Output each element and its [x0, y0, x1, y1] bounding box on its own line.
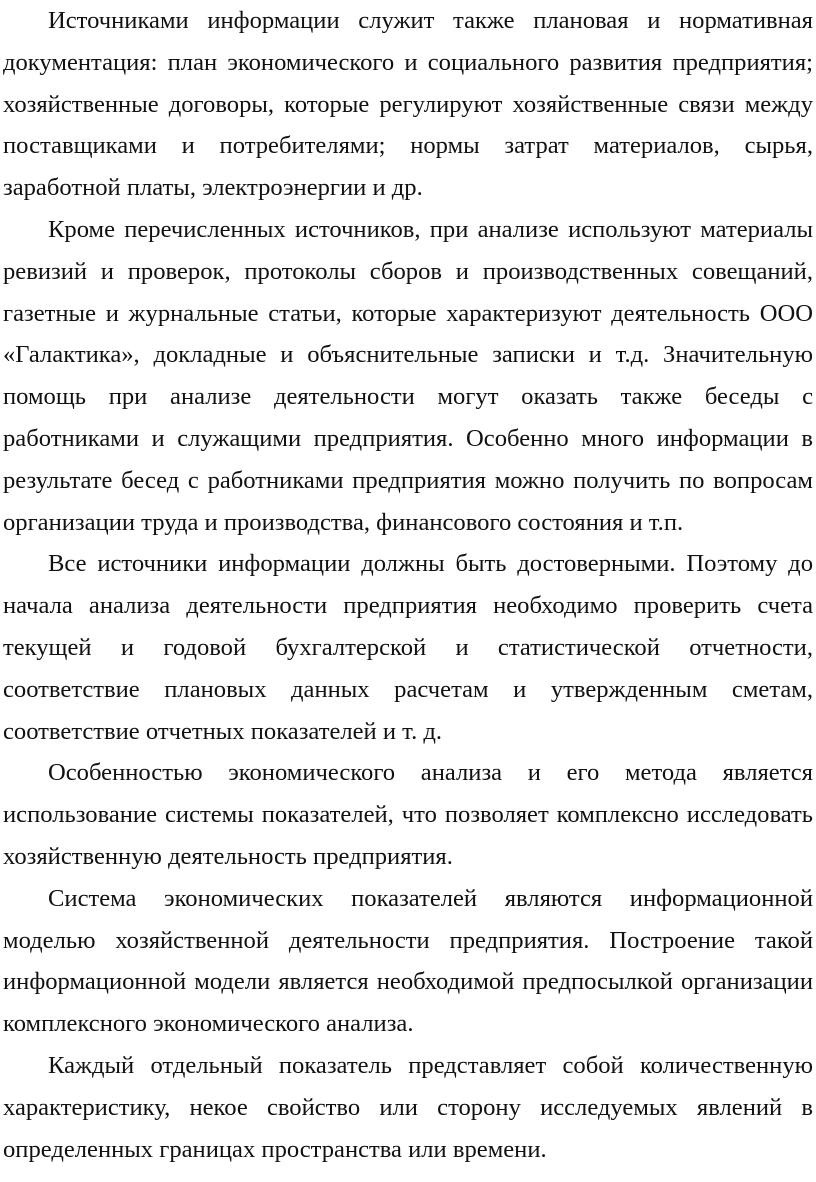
- paragraph-additional-sources: Кроме перечисленных источников, при анализе используют материалы ревизий и проверок, протоколы сборов и производственных совещаний, газетные и журнальные статьи, которые характеризуют деятельность ООО «Галактика», докладные и объяснительные записки и т.д. Значительную помощь при анализе деятельности могут оказать также беседы с работниками и служащими предприятия. Особенно много информации в результате бесед с работниками предприятия можно получить по вопросам организации труда и производства, финансового состояния и т.п.: [3, 215, 813, 536]
- paragraph-indicator-system: Особенностью экономического анализа и его метода является использование системы показателей, что позволяет комплексно исследовать хозяйственную деятельность предприятия.: [3, 759, 813, 870]
- paragraph-information-sources: Источниками информации служит также плановая и нормативная документация: план экономического и социального развития предприятия; хозяйственные договоры, которые регулируют хозяйственные связи между поставщиками и потребителями; нормы затрат материалов, сырья, заработной платы, электроэнергии и др.: [3, 7, 813, 202]
- paragraph-single-indicator: Каждый отдельный показатель представляет собой количественную характеристику, некое свойство или сторону исследуемых явлений в определенных границах пространства или времени.: [3, 1051, 813, 1163]
- document-page: [3, 0, 813, 1170]
- paragraph-reliability: Все источники информации должны быть достоверными. Поэтому до начала анализа деятельности предприятия необходимо проверить счета текущей и годовой бухгалтерской и статистической отчетности, соответствие плановых данных расчетам и утвержденным сметам, соответствие отчетных показателей и т. д.: [3, 550, 813, 745]
- paragraph-information-model: Система экономических показателей являются информационной моделью хозяйственной деятельности предприятия. Построение такой информационной модели является необходимой предпосылкой организации комплексного экономического анализа.: [3, 884, 813, 1038]
